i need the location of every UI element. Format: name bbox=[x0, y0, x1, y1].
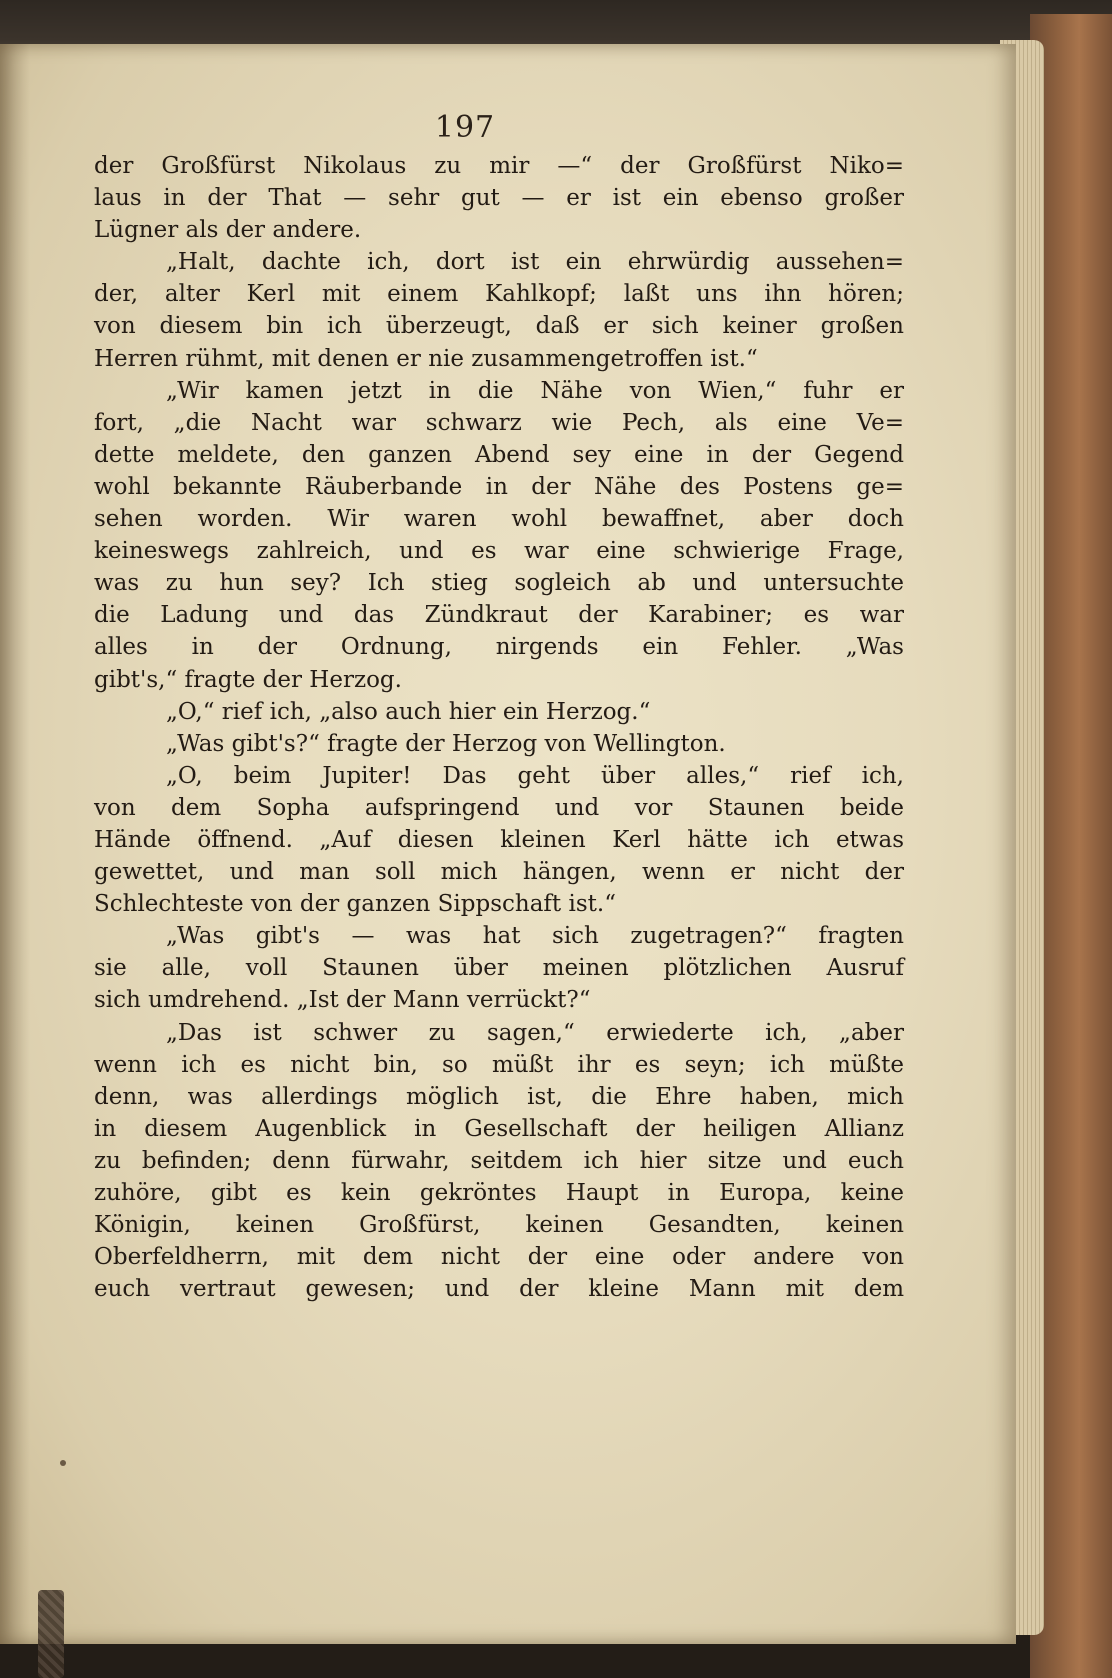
text-line: Schlechteste von der ganzen Sippschaft ist.“ bbox=[94, 891, 616, 918]
text-line: Oberfeldherrn, mit dem nicht der eine oder andere von bbox=[94, 1244, 904, 1271]
text-line: „Was gibt's — was hat sich zugetragen?“ fragten bbox=[166, 923, 904, 950]
text-line: sich umdrehend. „Ist der Mann verrückt?“ bbox=[94, 987, 591, 1014]
text-line: „Halt, dachte ich, dort ist ein ehrwürdig aussehen= bbox=[166, 249, 904, 276]
text-line: Herren rühmt, mit denen er nie zusammengetroffen ist.“ bbox=[94, 345, 758, 372]
text-line: gibt's,“ fragte der Herzog. bbox=[94, 666, 402, 693]
text-line: Lügner als der andere. bbox=[94, 217, 362, 244]
text-line: „Was gibt's?“ fragte der Herzog von Wellington. bbox=[166, 730, 726, 757]
text-line: zu befinden; denn fürwahr, seitdem ich hier sitze und euch bbox=[94, 1147, 904, 1174]
text-line: wenn ich es nicht bin, so müßt ihr es seyn; ich müßte bbox=[94, 1051, 904, 1078]
text-line: sie alle, voll Staunen über meinen plötzlichen Ausruf bbox=[94, 955, 904, 982]
text-line: von diesem bin ich überzeugt, daß er sich keiner großen bbox=[94, 313, 904, 340]
text-line: fort, „die Nacht war schwarz wie Pech, als eine Ve= bbox=[94, 409, 904, 436]
text-line: der, alter Kerl mit einem Kahlkopf; laßt uns ihn hören; bbox=[94, 281, 904, 308]
text-line: sehen worden. Wir waren wohl bewaffnet, aber doch bbox=[94, 506, 904, 533]
text-line: die Ladung und das Zündkraut der Karabiner; es war bbox=[94, 602, 904, 629]
page-number: 197 bbox=[434, 110, 496, 145]
text-line: denn, was allerdings möglich ist, die Ehre haben, mich bbox=[94, 1083, 904, 1110]
text-line: euch vertraut gewesen; und der kleine Mann mit dem bbox=[94, 1276, 904, 1303]
text-line: alles in der Ordnung, nirgends ein Fehler. „Was bbox=[94, 634, 904, 661]
text-line: gewettet, und man soll mich hängen, wenn er nicht der bbox=[94, 859, 904, 886]
text-line: dette meldete, den ganzen Abend sey eine in der Gegend bbox=[94, 441, 904, 468]
text-line: „O,“ rief ich, „also auch hier ein Herzog.“ bbox=[166, 698, 651, 725]
gutter-shadow bbox=[0, 44, 30, 1644]
text-line: zuhöre, gibt es kein gekröntes Haupt in Europa, keine bbox=[94, 1180, 904, 1206]
text-line: „O, beim Jupiter! Das geht über alles,“ rief ich, bbox=[166, 762, 904, 789]
paper-speck bbox=[60, 1460, 66, 1466]
body-text bbox=[94, 150, 904, 1305]
text-line: wohl bekannte Räuberbande in der Nähe des Postens ge= bbox=[94, 473, 904, 500]
text-line: Hände öffnend. „Auf diesen kleinen Kerl hätte ich etwas bbox=[94, 826, 904, 853]
text-line: „Wir kamen jetzt in die Nähe von Wien,“ fuhr er bbox=[166, 377, 904, 404]
text-line: laus in der That — sehr gut — er ist ein ebenso großer bbox=[94, 185, 904, 212]
bookmark-ribbon bbox=[38, 1590, 64, 1678]
text-line: von dem Sopha aufspringend und vor Staunen beide bbox=[94, 794, 904, 821]
text-line: was zu hun sey? Ich stieg sogleich ab und untersuchte bbox=[94, 570, 904, 597]
text-line: „Das ist schwer zu sagen,“ erwiederte ich, „aber bbox=[166, 1019, 904, 1046]
text-line: Königin, keinen Großfürst, keinen Gesandten, keinen bbox=[94, 1212, 904, 1239]
text-line: in diesem Augenblick in Gesellschaft der heiligen Allianz bbox=[94, 1115, 904, 1142]
text-line: der Großfürst Nikolaus zu mir —“ der Großfürst Niko= bbox=[94, 153, 904, 179]
text-line: keineswegs zahlreich, und es war eine schwierige Frage, bbox=[94, 538, 904, 565]
